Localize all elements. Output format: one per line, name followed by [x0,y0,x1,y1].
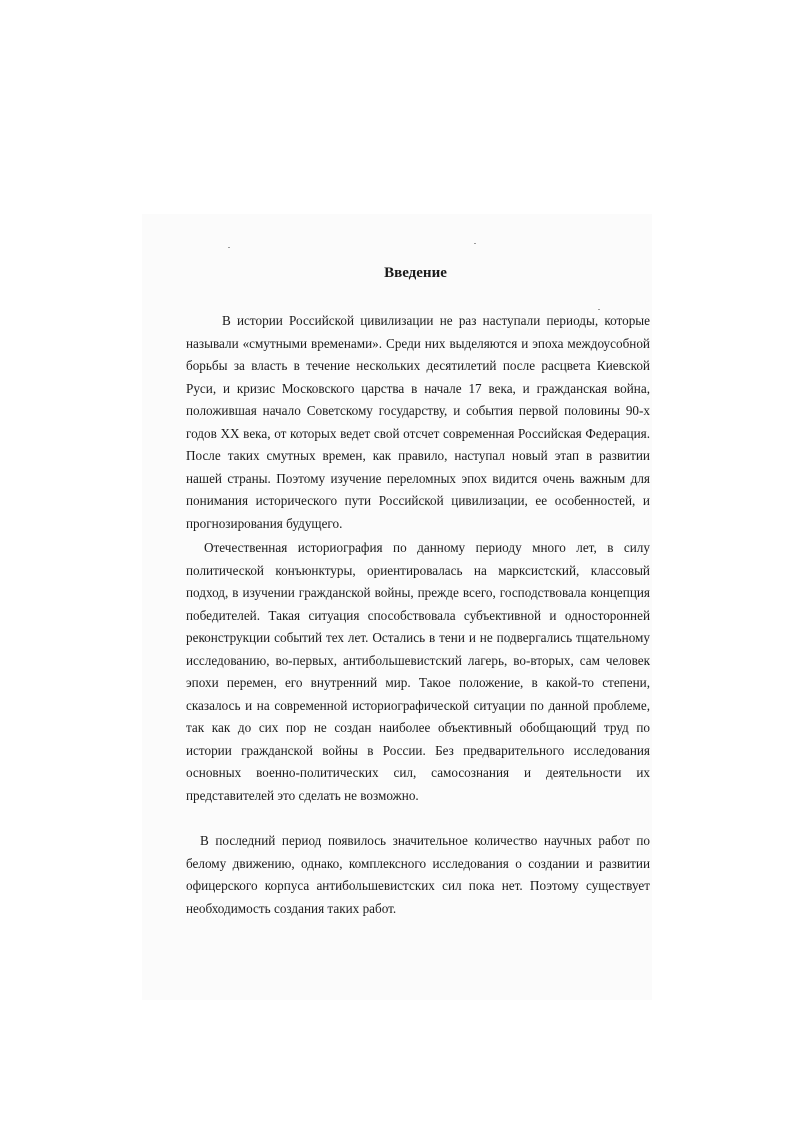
paragraph-3: В последний период появилось значительное количество научных работ по белому движению, однако, комплексного исследования о создании и развитии офицерского корпуса антибольшевистских сил пока нет. Поэтому существует необходимость создания таких работ. [186,833,650,916]
scan-speck [474,243,476,244]
paragraph-2: Отечественная историография по данному периоду много лет, в силу политической конъюнктуры, ориентировалась на марксистский, классовый подход, в изучении гражданской войны, прежде всего, господствовала концепция победителей. Такая ситуация способствовала субъективной и односторонней реконструкции событий тех лет. Остались в тени и не подвергались тщательному исследованию, во-первых, антибольшевистский лагерь, во-вторых, сам человек эпохи перемен, его внутренний мир. Такое положение, в какой-то степени, сказалось и на современной историографической ситуации по данной проблеме, так как до сих пор не создан наиболее объективный обобщающий труд по истории гражданской войны в России. Без предварительного исследования основных военно-политических сил, самосознания и деятельности их представителей это сделать не возможно. [186,540,650,803]
paragraph-1: В истории Российской цивилизации не раз наступали периоды, которые называли «смутными временами». Среди них выделяются и эпоха междоусобной борьбы за власть в течение нескольких десятилетий после расцвета Киевской Руси, и кризис Московского царства в начале 17 века, и гражданская война, положившая начало Советскому государству, и события первой половины 90-х годов XX века, от которых ведет свой отсчет современная Российская Федерация. После таких смутных времен, как правило, наступал новый этап в развитии нашей страны. Поэтому изучение переломных эпох видится очень важным для понимания исторического пути Российской цивилизации, ее особенностей, и прогнозирования будущего. [186,313,650,531]
page-title: Введение [384,265,447,281]
scan-speck [228,247,230,248]
